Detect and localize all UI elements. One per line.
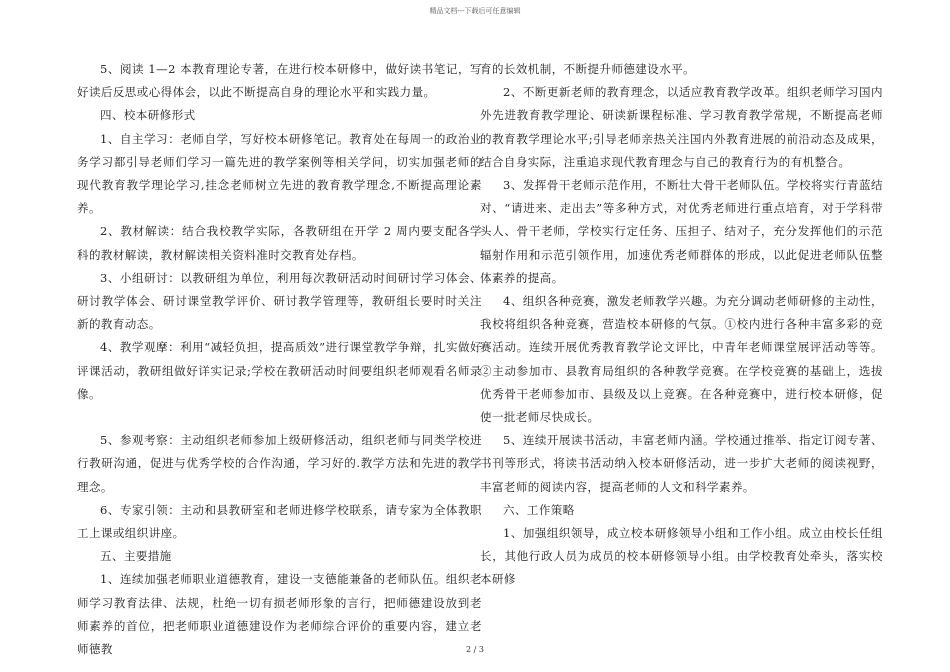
paragraph: 2、不断更新老师的教育理念，以适应教育教学改革。组织老师学习国内外先进教育教学理论、研读新课程标准、学习教育教学常规，不断提高老师的教育教学理论水平;引导老师亲热关注国内外教育进展的前沿动态及成果，结合自身实际，注重追求现代教育理念与自己的教育行为的有机整合。 — [480, 85, 883, 169]
section-heading: 四、校本研修形式 — [100, 108, 196, 123]
left-column — [77, 58, 482, 661]
paragraph: 5、阅读 1—2 本教育理论专著，在进行校本研修中，做好读书笔记，写好读后反思或心得体会，以此不断提高自身的理论水平和实践力量。 — [77, 62, 482, 100]
blank-line — [77, 406, 482, 429]
paragraph: 6、专家引领：主动和县教研室和老师进修学校联系，请专家为全体教职工上课或组织讲座。 — [77, 502, 482, 541]
paragraph: 1、自主学习：老师自学，写好校本研修笔记。教育处在每周一的政治业务学习都引导老师们学习一篇先进的教学案例等相关学问，切实加强老师的现代教育教学理论学习,挂念老师树立先进的教育教学理念,不断提高理论素养。 — [77, 131, 482, 216]
section-heading: 六、工作策略 — [503, 502, 575, 517]
paragraph: 1、加强组织领导，成立校本研修领导小组和工作小组。成立由校长任组长，其他行政人员为成员的校本研修领导小组。由学校教育处牵头，落实校本研修 — [480, 526, 883, 587]
paragraph: 5、连续开展读书活动，丰富老师内涵。学校通过推举、指定订阅专著、书刊等形式，将读书活动纳入校本研修活动，进一步扩大老师的阅读视野，丰富老师的阅读内容，提高老师的人文和科学素养。 — [480, 433, 883, 494]
paragraph: 4、组织各种竞赛，激发老师教学兴趣。为充分调动老师研修的主动性，我校将组织各种竞赛，营造校本研修的气氛。①校内进行各种丰富多彩的竞赛活动。连续开展优秀教育教学论文评比，中青年老师课堂展评活动等等。②主动参加市、县教育局组织的各种教学竞赛。在学校竞赛的基础上，选拔优秀骨干老师参加市、县级及以上竞赛。在各种竞赛中，进行校本研修，促使一批老师尽快成长。 — [480, 294, 883, 425]
right-column — [480, 58, 883, 592]
page-header: 精品文档---下载后可任意编辑 — [429, 7, 521, 15]
paragraph: 2、教材解读：结合我校教学实际，各教研组在开学 2 周内要支配各学科的教材解读，教材解读相关资料准时交教育处存档。 — [77, 224, 482, 262]
paragraph: 5、参观考察：主动组织老师参加上级研修活动，组织老师与同类学校进行教研沟通，促进与优秀学校的合作沟通，学习好的.教学方法和先进的教学理念。 — [77, 433, 482, 494]
paragraph: 1、连续加强老师职业道德教育，建设一支德能兼备的老师队伍。组织老师学习教育法律、法规，杜绝一切有损老师形象的言行，把师德建设放到老师素养的首位，把老师职业道德建设作为老师综合评价的重要内容，建立老师德教 — [77, 572, 482, 657]
paragraph: 4、教学观摩：利用“减轻负担，提高质效”进行课堂教学争辩，扎实做好评课活动，教研组做好详实记录;学校在教研活动时间要组织老师观看名师录像。 — [77, 340, 482, 401]
section-heading: 五、主要措施 — [100, 549, 172, 564]
paragraph: 3、小组研讨：以教研组为单位，利用每次教研活动时间研讨学习体会、研讨教学体会、研讨课堂教学评价、研讨教学管理等，教研组长要时时关注新的教育动态。 — [77, 270, 482, 332]
paragraph: 3、发挥骨干老师示范作用，不断壮大骨干老师队伍。学校将实行青蓝结对、“请进来、走出去”等多种方式，对优秀老师进行重点培育，对于学科带头人、骨干老师，学校实行定任务、压担子、结对子，充分发挥他们的示范辐射作用和示范引领作用，加速优秀老师群体的形成，以此促进老师队伍整体素养的提高。 — [480, 178, 883, 285]
page-number: 2 / 3 — [466, 645, 484, 654]
paragraph-continuation: 育的长效机制，不断提升师德建设水平。 — [480, 62, 696, 76]
